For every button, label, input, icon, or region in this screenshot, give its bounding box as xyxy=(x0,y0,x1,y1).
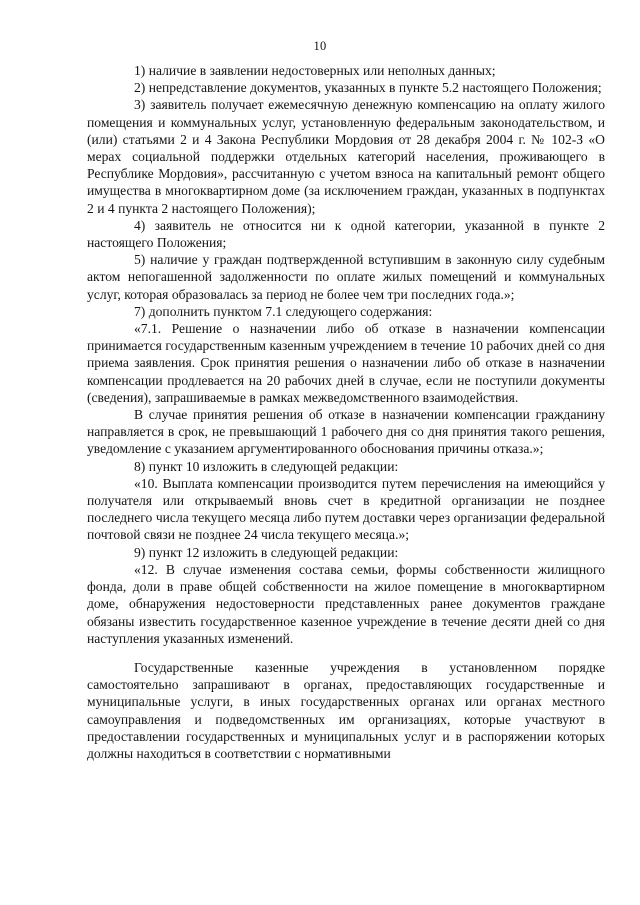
paragraph-item-4: 4) заявитель не относится ни к одной категории, указанной в пункте 2 настоящего Положения; xyxy=(87,217,605,251)
paragraph-item-1: 1) наличие в заявлении недостоверных или неполных данных; xyxy=(134,63,496,78)
paragraph-interagency-requests: Государственные казенные учреждения в установленном порядке самостоятельно запрашивают в органах, предоставляющих государственные и муниципальные услуги, в иных государственных органах или органах местного самоуправления и подведомственных им организациях, которые участвуют в предоставлении государственных и муниципальных услуг и в распоряжении которых должны находиться в соответствии с нормативными xyxy=(87,659,605,761)
paragraph-item-5: 5) наличие у граждан подтвержденной вступившим в законную силу судебным актом непогашенной задолженности по оплате жилых помещений и коммунальных услуг, которая образовалась за период не более чем три последних года.»; xyxy=(87,252,605,302)
paragraph-clause-7-1: «7.1. Решение о назначении либо об отказе в назначении компенсации принимается государственным казенным учреждением в течение 10 рабочих дней со дня приема заявления. Срок принятия решения о назначении либо об отказе в назначении компенсации продлевается на 20 рабочих дней в случае, если не поступили документы (сведения), запрашиваемые в рамках межведомственного взаимодействия. xyxy=(87,321,605,405)
paragraph-item-9: 9) пункт 12 изложить в следующей редакции: xyxy=(134,544,399,560)
paragraph-item-2: 2) непредставление документов, указанных в пункте 5.2 настоящего Положения; xyxy=(134,80,602,96)
paragraph-item-7: 7) дополнить пунктом 7.1 следующего содержания: xyxy=(134,303,433,319)
paragraph-item-3: 3) заявитель получает ежемесячную денежную компенсацию на оплату жилого помещения и коммунальных услуг, установленную федеральным законодательством, и (или) статьями 2 и 4 Закона Республики Мордовия от 28 декабря 2004 г. № 102-З «О мерах социальной поддержки отдельных категорий населения, проживающего в Республике Мордовия», рассчитанную с учетом взноса на капитальный ремонт общего имущества в многоквартирном доме (за исключением граждан, указанных в подпунктах 2 и 4 пункта 2 настоящего Положения); xyxy=(87,97,605,216)
paragraph-item-8: 8) пункт 10 изложить в следующей редакции: xyxy=(134,458,399,474)
paragraph-clause-12: «12. В случае изменения состава семьи, формы собственности жилищного фонда, доли в праве общей собственности на жилое помещение в многоквартирном доме, обнаружения недостоверности представленных ранее документов граждане обязаны известить государственное казенное учреждение в течение десяти дней со дня наступления указанных изменений. xyxy=(87,561,605,646)
paragraph-clause-10: «10. Выплата компенсации производится путем перечисления на имеющийся у получателя или открываемый вновь счет в кредитной организации не позднее последнего числа текущего месяца либо путем доставки через организации федеральной почтовой связи не позднее 24 числа текущего месяца.»; xyxy=(87,475,605,543)
page-number: 10 xyxy=(313,39,327,53)
paragraph-refusal-notice: В случае принятия решения об отказе в назначении компенсации гражданину направляется в срок, не превышающий 1 рабочего дня со дня принятия такого решения, уведомление с указанием аргументированного обоснования причины отказа.»; xyxy=(87,407,605,457)
document-body xyxy=(87,62,605,762)
